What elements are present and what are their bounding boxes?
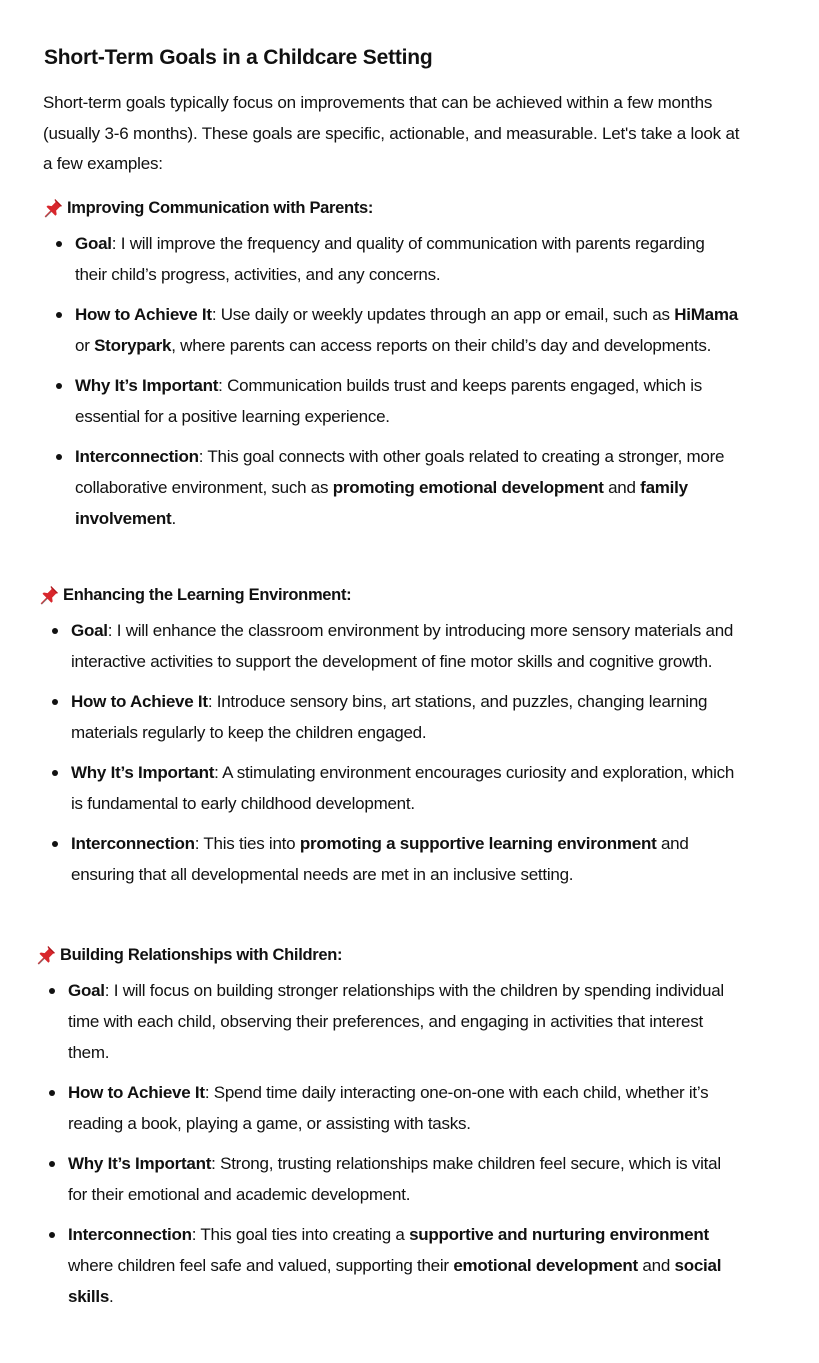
item-label: Why It’s Important [75, 376, 219, 395]
list-item-goal [35, 975, 733, 1068]
item-text: : Communication builds trust and keeps parents engaged, which is essential for a positive learning experience. [75, 376, 703, 426]
bullet [56, 454, 62, 460]
goal-list [38, 615, 778, 890]
item-label: Interconnection [75, 447, 199, 466]
bullet [52, 699, 58, 705]
item-bold: promoting a supportive learning environment [299, 834, 657, 853]
pushpin-icon [35, 944, 57, 966]
item-label: Goal [75, 234, 112, 253]
section-heading-text: Building Relationships with Children: [60, 946, 343, 964]
section-relationships [35, 942, 775, 1312]
section-heading [38, 582, 778, 608]
bullet [56, 312, 62, 318]
item-text: : Strong, trusting relationships make children feel secure, which is vital for their emotional and academic development. [68, 1154, 721, 1204]
bullet [52, 841, 58, 847]
item-text: : This goal ties into creating a [191, 1225, 410, 1244]
page-title: Short-Term Goals in a Childcare Setting [44, 46, 433, 69]
item-text: : I will improve the frequency and quality of communication with parents regarding their child’s progress, activities, and any concerns. [75, 234, 705, 284]
item-bold: HiMama [674, 305, 738, 324]
bullet [49, 1090, 55, 1096]
item-text: : This goal connects with other goals related to creating a stronger, more collaborative environment, such as [75, 447, 725, 497]
list-item-goal [38, 615, 736, 677]
item-label: How to Achieve It [75, 305, 212, 324]
item-text: : Introduce sensory bins, art stations, and puzzles, changing learning materials regularly to keep the children engaged. [71, 692, 708, 742]
list-item-why [35, 1148, 733, 1210]
list-item-how [38, 686, 736, 748]
item-text: and [637, 1256, 675, 1275]
list-item-how [42, 299, 740, 361]
item-text: and [603, 478, 641, 497]
bullet [49, 988, 55, 994]
item-text: . [109, 1287, 114, 1306]
item-text: : I will focus on building stronger relationships with the children by spending individual time with each child, observing their preferences, and engaging in activities that interest them. [68, 981, 724, 1062]
item-label: Why It’s Important [71, 763, 215, 782]
item-bold: emotional development [453, 1256, 638, 1275]
goal-list [35, 975, 775, 1312]
item-text: and ensuring that all developmental needs are met in an inclusive setting. [71, 834, 689, 884]
bullet [49, 1232, 55, 1238]
section-learning-environment [38, 582, 778, 890]
item-bold: family involvement [75, 478, 688, 528]
bullet [52, 770, 58, 776]
item-text: . [171, 509, 176, 528]
item-label: How to Achieve It [68, 1083, 205, 1102]
item-label: How to Achieve It [71, 692, 208, 711]
intro-paragraph: Short-term goals typically focus on improvements that can be achieved within a few months (usually 3-6 months). These goals are specific, actionable, and measurable. Let's take a look at a few examples: [43, 93, 740, 173]
item-label: Interconnection [71, 834, 195, 853]
section-heading [35, 942, 775, 968]
list-item-goal [42, 228, 740, 290]
section-heading [42, 195, 782, 221]
item-bold: social skills [68, 1256, 722, 1306]
pushpin-icon [38, 584, 60, 606]
item-text: : This ties into [194, 834, 300, 853]
item-bold: Storypark [94, 336, 172, 355]
list-item-interconnection [35, 1219, 733, 1312]
bullet [49, 1161, 55, 1167]
item-text: : Use daily or weekly updates through an app or email, such as [211, 305, 675, 324]
list-item-why [38, 757, 736, 819]
bullet [56, 241, 62, 247]
item-label: Goal [71, 621, 108, 640]
bullet [52, 628, 58, 634]
goal-list [42, 228, 782, 534]
item-label: Goal [68, 981, 105, 1000]
list-item-interconnection [42, 441, 740, 534]
list-item-interconnection [38, 828, 736, 890]
item-label: Why It’s Important [68, 1154, 212, 1173]
list-item-why [42, 370, 740, 432]
item-bold: supportive and nurturing environment [409, 1225, 709, 1244]
item-text: or [75, 336, 95, 355]
section-heading-text: Improving Communication with Parents: [67, 199, 374, 217]
item-text: : Spend time daily interacting one-on-one with each child, whether it’s reading a book, playing a game, or assisting with tasks. [68, 1083, 709, 1133]
item-text: , where parents can access reports on their child’s day and developments. [171, 336, 712, 355]
list-item-how [35, 1077, 733, 1139]
section-heading-text: Enhancing the Learning Environment: [63, 586, 352, 604]
item-text: : I will enhance the classroom environment by introducing more sensory materials and interactive activities to support the development of fine motor skills and cognitive growth. [71, 621, 734, 671]
item-text: : A stimulating environment encourages curiosity and exploration, which is fundamental to early childhood development. [71, 763, 735, 813]
item-label: Interconnection [68, 1225, 192, 1244]
item-bold: promoting emotional development [332, 478, 604, 497]
section-communication [42, 195, 782, 534]
bullet [56, 383, 62, 389]
pushpin-icon [42, 197, 64, 219]
item-text: where children feel safe and valued, supporting their [68, 1256, 454, 1275]
